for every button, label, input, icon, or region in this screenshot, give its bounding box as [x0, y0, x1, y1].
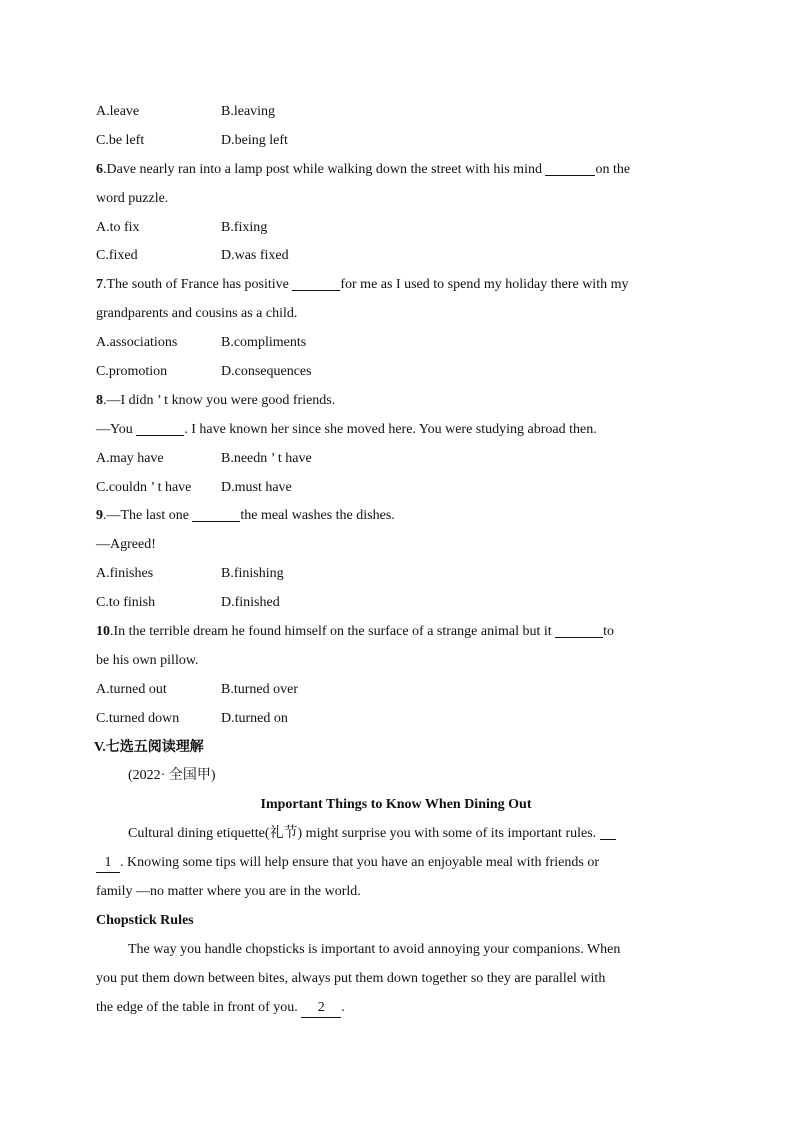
q8-options-row1 [96, 445, 696, 474]
q10-stem-pre: .In the terrible dream he found himself on the surface of a strange animal but it [110, 624, 552, 640]
q8-blank [136, 419, 184, 436]
q9-option-d: D.finished [221, 595, 280, 611]
section-source: (2022· 全国甲) [128, 768, 216, 784]
q7-blank [292, 274, 340, 291]
q7-stem [96, 271, 696, 300]
passage-p1-line2-text: . Knowing some tips will help ensure that you have an enjoyable meal with friends or [120, 855, 600, 871]
q9-stem-pre: .—The last one [103, 508, 189, 524]
q10-option-d: D.turned on [221, 710, 288, 726]
q10-options-row2 [96, 705, 696, 734]
q6-number: 6 [96, 161, 103, 177]
q7-option-c: C.promotion [96, 364, 168, 380]
q8-option-a: A.may have [96, 450, 164, 466]
q7-options-row2 [96, 358, 696, 387]
document-page [96, 98, 696, 1023]
q8-option-c: C.couldn ’ t have [96, 479, 192, 495]
passage-p2-line1: The way you handle chopsticks is important to avoid annoying your companions. When [128, 941, 621, 957]
section-heading [90, 734, 696, 763]
q7-stem-post: for me as I used to spend my holiday there with my [340, 277, 629, 293]
q9-stem [96, 502, 696, 531]
q5-options-row2 [96, 127, 696, 156]
q6-option-d: D.was fixed [221, 248, 289, 264]
q7-stem-pre: .The south of France has positive [103, 277, 289, 293]
q5-option-b: B.leaving [221, 104, 276, 119]
q10-stem-line2: be his own pillow. [96, 652, 199, 668]
passage-blank-1: 1 [96, 854, 120, 873]
q6-option-c: C.fixed [96, 248, 138, 264]
q6-stem-line2: word puzzle. [96, 190, 169, 206]
passage-p1-line1 [96, 820, 696, 849]
q7-stem-line2: grandparents and cousins as a child. [96, 306, 298, 322]
q10-stem-post: to [603, 624, 615, 640]
q8-stem-line1: .—I didn ’ t know you were good friends. [103, 392, 336, 408]
q5-option-c: C.be left [96, 132, 145, 148]
q7-options-row1 [96, 329, 696, 358]
q5-option-a: A.leave [96, 104, 140, 119]
q9-blank [192, 505, 240, 522]
q8-number: 8 [96, 392, 103, 408]
passage-p2-line3-end: . [341, 999, 345, 1015]
passage-subheading: Chopstick Rules [96, 912, 194, 928]
q6-blank [545, 159, 595, 176]
passage-p1-line2 [96, 849, 696, 878]
passage-title: Important Things to Know When Dining Out [260, 797, 532, 813]
q6-options-row2 [96, 242, 696, 271]
q8-stem [96, 387, 696, 416]
passage-p2-line2: you put them down between bites, always put them down together so they are parallel with [96, 970, 606, 986]
q9-options-row2 [96, 589, 696, 618]
q9-stem-line2: —Agreed! [96, 537, 156, 553]
q7-number: 7 [96, 277, 103, 293]
q8-option-b: B.needn ’ t have [221, 450, 312, 466]
q6-stem [96, 156, 696, 185]
passage-p2-line3-text: the edge of the table in front of you. [96, 999, 298, 1015]
q9-option-a: A.finishes [96, 566, 154, 582]
q9-number: 9 [96, 508, 103, 524]
q10-stem [96, 618, 696, 647]
passage-p1-line3: family —no matter where you are in the world. [96, 884, 361, 900]
q8-stem-line2 [96, 416, 696, 445]
q8-stem-post: . I have known her since she moved here. You were studying abroad then. [184, 421, 597, 437]
q8-option-d: D.must have [221, 479, 292, 495]
passage-blank-2: 2 [301, 999, 341, 1018]
q6-option-a: A.to fix [96, 219, 140, 235]
section-heading-text: V.七选五阅读理解 [94, 739, 204, 755]
q7-option-b: B.compliments [221, 335, 307, 351]
q9-options-row1 [96, 560, 696, 589]
q6-stem-pre: .Dave nearly ran into a lamp post while walking down the street with his mind [103, 161, 542, 177]
q9-option-b: B.finishing [221, 566, 284, 582]
q7-option-d: D.consequences [221, 364, 312, 380]
q10-blank [555, 621, 603, 638]
q10-option-b: B.turned over [221, 681, 298, 697]
q10-options-row1 [96, 676, 696, 705]
passage-p2-line3 [96, 994, 696, 1023]
q9-option-c: C.to finish [96, 595, 156, 611]
q5-option-d: D.being left [221, 132, 288, 148]
q10-number: 10 [96, 624, 110, 640]
q6-options-row1 [96, 214, 696, 243]
q6-option-b: B.fixing [221, 219, 268, 235]
q6-stem-post: on the [595, 161, 631, 177]
q8-stem-pre: —You [96, 421, 133, 437]
q7-option-a: A.associations [96, 335, 178, 351]
q9-stem-post: the meal washes the dishes. [240, 508, 395, 524]
q8-options-row2 [96, 474, 696, 503]
q5-options-row1 [96, 98, 696, 127]
passage-p1-line1-text: Cultural dining etiquette(礼节) might surprise you with some of its important rules. [128, 826, 597, 842]
q10-option-c: C.turned down [96, 710, 180, 726]
q10-option-a: A.turned out [96, 681, 167, 697]
passage-blank-1-lead [600, 823, 616, 840]
